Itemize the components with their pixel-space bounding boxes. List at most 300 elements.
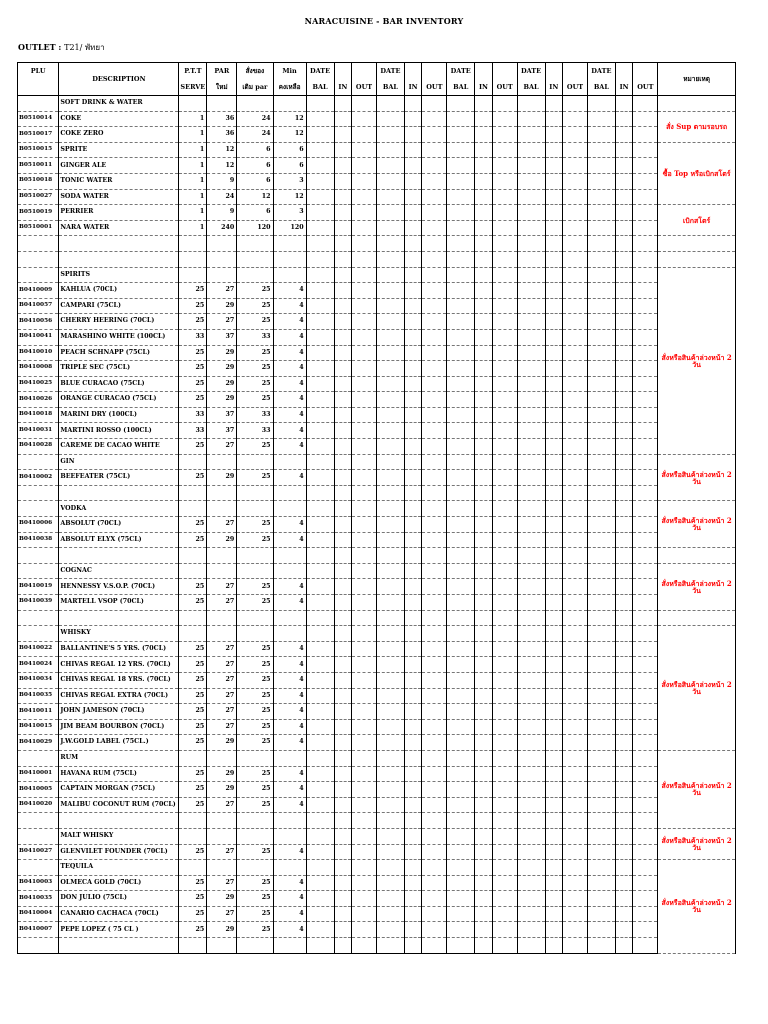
bal-cell — [517, 517, 545, 533]
order-value: 120 — [237, 220, 273, 236]
out-cell — [352, 111, 377, 127]
bal-cell — [447, 485, 475, 501]
plu-code: B0410041 — [18, 329, 59, 345]
plu-code: B0510015 — [18, 142, 59, 158]
header-date: DATE — [587, 63, 615, 80]
out-cell — [422, 407, 447, 423]
in-cell — [475, 454, 493, 470]
in-cell — [404, 517, 422, 533]
item-description: PERRIER — [59, 205, 179, 221]
blank-cell — [18, 251, 59, 267]
out-cell — [492, 96, 517, 112]
in-cell — [334, 470, 352, 486]
in-cell — [615, 470, 633, 486]
bal-cell — [306, 173, 334, 189]
remark-cell — [658, 610, 736, 626]
in-cell — [404, 750, 422, 766]
in-cell — [334, 563, 352, 579]
out-cell — [633, 672, 658, 688]
out-cell — [492, 938, 517, 954]
in-cell — [615, 844, 633, 860]
out-cell — [563, 345, 588, 361]
item-description: NARA WATER — [59, 220, 179, 236]
out-cell — [422, 251, 447, 267]
bal-cell — [447, 672, 475, 688]
out-cell — [633, 704, 658, 720]
ptt-serve: 25 — [179, 345, 207, 361]
bal-cell — [306, 142, 334, 158]
order-value: 24 — [237, 127, 273, 143]
min-value: 4 — [273, 470, 306, 486]
out-cell — [563, 158, 588, 174]
order-value: 25 — [237, 844, 273, 860]
out-cell — [633, 610, 658, 626]
out-cell — [633, 906, 658, 922]
in-cell — [404, 361, 422, 377]
min-value — [273, 860, 306, 876]
item-description: CHIVAS REGAL EXTRA (70CL) — [59, 688, 179, 704]
header-out: OUT — [492, 79, 517, 96]
par-value: 29 — [207, 766, 237, 782]
out-cell — [563, 579, 588, 595]
bal-cell — [587, 766, 615, 782]
bal-cell — [447, 407, 475, 423]
inventory-sheet — [17, 62, 736, 954]
out-cell — [352, 891, 377, 907]
order-value — [237, 860, 273, 876]
bal-cell — [587, 532, 615, 548]
order-value: 25 — [237, 345, 273, 361]
bal-cell — [447, 828, 475, 844]
out-cell — [563, 563, 588, 579]
plu-code — [18, 96, 59, 112]
min-value: 4 — [273, 407, 306, 423]
bal-cell — [376, 828, 404, 844]
in-cell — [545, 267, 563, 283]
min-value: 12 — [273, 111, 306, 127]
plu-code: B0410003 — [18, 875, 59, 891]
in-cell — [545, 610, 563, 626]
out-cell — [492, 485, 517, 501]
in-cell — [334, 875, 352, 891]
outlet-label: OUTLET : — [18, 42, 62, 52]
in-cell — [404, 813, 422, 829]
par-value: 37 — [207, 329, 237, 345]
out-cell — [633, 407, 658, 423]
header-date: DATE — [376, 63, 404, 80]
par-value: 27 — [207, 719, 237, 735]
bal-cell — [587, 860, 615, 876]
blank-cell — [179, 813, 207, 829]
in-cell — [404, 283, 422, 299]
bal-cell — [376, 96, 404, 112]
out-cell — [492, 501, 517, 517]
bal-cell — [517, 407, 545, 423]
bal-cell — [587, 626, 615, 642]
remark-note: สั่งหรือสินค้าล่วงหน้า 2 วัน — [658, 501, 736, 548]
plu-code: B0410008 — [18, 361, 59, 377]
item-description: GINGER ALE — [59, 158, 179, 174]
blank-cell — [237, 485, 273, 501]
out-cell — [422, 938, 447, 954]
out-cell — [633, 314, 658, 330]
bal-cell — [306, 501, 334, 517]
bal-cell — [517, 938, 545, 954]
bal-cell — [587, 439, 615, 455]
bal-cell — [306, 595, 334, 611]
table-row — [18, 595, 736, 611]
bal-cell — [376, 127, 404, 143]
bal-cell — [447, 704, 475, 720]
bal-cell — [587, 392, 615, 408]
order-value: 25 — [237, 922, 273, 938]
plu-code: B0410057 — [18, 298, 59, 314]
out-cell — [422, 548, 447, 564]
par-value — [207, 501, 237, 517]
in-cell — [334, 361, 352, 377]
out-cell — [633, 142, 658, 158]
in-cell — [545, 891, 563, 907]
order-value: 25 — [237, 579, 273, 595]
out-cell — [492, 860, 517, 876]
order-value — [237, 626, 273, 642]
table-row — [18, 657, 736, 673]
bal-cell — [306, 797, 334, 813]
header-date-blank — [563, 63, 588, 80]
plu-code — [18, 860, 59, 876]
out-cell — [563, 407, 588, 423]
par-value: 27 — [207, 657, 237, 673]
header-row-bottom — [18, 79, 736, 96]
table-row — [18, 376, 736, 392]
out-cell — [352, 501, 377, 517]
plu-code: B0410031 — [18, 423, 59, 439]
blank-row — [18, 610, 736, 626]
in-cell — [545, 657, 563, 673]
out-cell — [563, 189, 588, 205]
in-cell — [475, 205, 493, 221]
item-description: COKE ZERO — [59, 127, 179, 143]
in-cell — [615, 595, 633, 611]
in-cell — [475, 532, 493, 548]
ptt-serve: 25 — [179, 283, 207, 299]
in-cell — [334, 844, 352, 860]
out-cell — [633, 329, 658, 345]
min-value: 3 — [273, 173, 306, 189]
in-cell — [615, 610, 633, 626]
ptt-serve: 25 — [179, 906, 207, 922]
ptt-serve: 1 — [179, 111, 207, 127]
out-cell — [492, 407, 517, 423]
bal-cell — [587, 875, 615, 891]
bal-cell — [517, 532, 545, 548]
header-date-blank — [492, 63, 517, 80]
out-cell — [352, 142, 377, 158]
in-cell — [545, 626, 563, 642]
inventory-table — [17, 62, 736, 954]
ptt-serve: 25 — [179, 672, 207, 688]
out-cell — [633, 797, 658, 813]
blank-cell — [273, 236, 306, 252]
min-value: 4 — [273, 376, 306, 392]
bal-cell — [587, 688, 615, 704]
bal-cell — [447, 548, 475, 564]
out-cell — [633, 844, 658, 860]
table-row — [18, 906, 736, 922]
bal-cell — [306, 423, 334, 439]
par-value: 29 — [207, 735, 237, 751]
blank-row — [18, 236, 736, 252]
in-cell — [615, 532, 633, 548]
in-cell — [475, 626, 493, 642]
out-cell — [492, 813, 517, 829]
header-date-blank — [615, 63, 633, 80]
out-cell — [422, 96, 447, 112]
in-cell — [545, 641, 563, 657]
bal-cell — [306, 766, 334, 782]
out-cell — [633, 361, 658, 377]
header-bal: BAL — [447, 79, 475, 96]
order-value: 25 — [237, 532, 273, 548]
in-cell — [615, 267, 633, 283]
in-cell — [404, 454, 422, 470]
order-value — [237, 750, 273, 766]
remark-note: สั่งหรือสินค้าล่วงหน้า 2 วัน — [658, 750, 736, 828]
table-row — [18, 672, 736, 688]
header-date: DATE — [517, 63, 545, 80]
bal-cell — [306, 875, 334, 891]
par-value: 29 — [207, 532, 237, 548]
in-cell — [545, 672, 563, 688]
min-value: 12 — [273, 189, 306, 205]
out-cell — [633, 96, 658, 112]
in-cell — [545, 314, 563, 330]
order-value: 25 — [237, 719, 273, 735]
bal-cell — [376, 267, 404, 283]
min-value: 4 — [273, 361, 306, 377]
bal-cell — [447, 127, 475, 143]
out-cell — [633, 267, 658, 283]
bal-cell — [517, 267, 545, 283]
out-cell — [633, 657, 658, 673]
bal-cell — [587, 750, 615, 766]
out-cell — [422, 298, 447, 314]
remark-note: สั่งหรือสินค้าล่วงหน้า 2 วัน — [658, 828, 736, 859]
plu-code: B0410026 — [18, 392, 59, 408]
bal-cell — [517, 704, 545, 720]
header-par: PAR — [207, 63, 237, 80]
in-cell — [334, 672, 352, 688]
bal-cell — [517, 766, 545, 782]
out-cell — [422, 423, 447, 439]
bal-cell — [517, 158, 545, 174]
blank-row — [18, 813, 736, 829]
plu-code: B0510014 — [18, 111, 59, 127]
blank-cell — [18, 938, 59, 954]
in-cell — [404, 626, 422, 642]
out-cell — [563, 906, 588, 922]
in-cell — [545, 298, 563, 314]
plu-code — [18, 501, 59, 517]
bal-cell — [376, 236, 404, 252]
remark-cell — [658, 96, 736, 112]
min-value — [273, 563, 306, 579]
in-cell — [615, 719, 633, 735]
in-cell — [334, 236, 352, 252]
bal-cell — [447, 766, 475, 782]
table-row — [18, 423, 736, 439]
bal-cell — [306, 906, 334, 922]
category-row — [18, 267, 736, 283]
out-cell — [352, 376, 377, 392]
item-description: TONIC WATER — [59, 173, 179, 189]
in-cell — [475, 813, 493, 829]
table-row — [18, 173, 736, 189]
bal-cell — [517, 844, 545, 860]
in-cell — [475, 236, 493, 252]
in-cell — [615, 672, 633, 688]
out-cell — [492, 329, 517, 345]
in-cell — [404, 220, 422, 236]
in-cell — [404, 142, 422, 158]
bal-cell — [587, 797, 615, 813]
min-value: 4 — [273, 672, 306, 688]
category-row — [18, 454, 736, 470]
bal-cell — [587, 501, 615, 517]
out-cell — [492, 517, 517, 533]
table-row — [18, 283, 736, 299]
in-cell — [334, 813, 352, 829]
blank-cell — [59, 938, 179, 954]
in-cell — [334, 860, 352, 876]
in-cell — [545, 595, 563, 611]
blank-cell — [59, 610, 179, 626]
ptt-serve: 1 — [179, 127, 207, 143]
out-cell — [492, 641, 517, 657]
in-cell — [404, 298, 422, 314]
in-cell — [334, 517, 352, 533]
out-cell — [422, 267, 447, 283]
item-description: SPRITE — [59, 142, 179, 158]
in-cell — [475, 127, 493, 143]
blank-cell — [273, 610, 306, 626]
bal-cell — [306, 610, 334, 626]
out-cell — [422, 345, 447, 361]
par-value: 29 — [207, 891, 237, 907]
remark-note: ซื้อ Top หรือเบิกสโตร์ — [658, 142, 736, 204]
bal-cell — [517, 657, 545, 673]
in-cell — [404, 158, 422, 174]
order-value: 25 — [237, 361, 273, 377]
in-cell — [475, 392, 493, 408]
out-cell — [422, 517, 447, 533]
bal-cell — [517, 813, 545, 829]
out-cell — [563, 782, 588, 798]
bal-cell — [587, 719, 615, 735]
min-value — [273, 96, 306, 112]
header-ptt: P.T.T — [179, 63, 207, 80]
bal-cell — [376, 922, 404, 938]
in-cell — [615, 485, 633, 501]
item-description: MALIBU COCONUT RUM (70CL) — [59, 797, 179, 813]
in-cell — [404, 376, 422, 392]
out-cell — [633, 517, 658, 533]
bal-cell — [587, 470, 615, 486]
bal-cell — [517, 875, 545, 891]
header-serve: SERVE — [179, 79, 207, 96]
out-cell — [492, 688, 517, 704]
out-cell — [352, 173, 377, 189]
bal-cell — [376, 298, 404, 314]
in-cell — [545, 501, 563, 517]
bal-cell — [587, 96, 615, 112]
min-value — [273, 626, 306, 642]
par-value: 29 — [207, 392, 237, 408]
table-row — [18, 142, 736, 158]
in-cell — [404, 766, 422, 782]
bal-cell — [587, 407, 615, 423]
out-cell — [492, 439, 517, 455]
ptt-serve: 25 — [179, 735, 207, 751]
out-cell — [563, 454, 588, 470]
out-cell — [492, 173, 517, 189]
ptt-serve: 25 — [179, 517, 207, 533]
bal-cell — [306, 860, 334, 876]
remark-note: เบิกสโตร์ — [658, 205, 736, 236]
in-cell — [475, 501, 493, 517]
table-row — [18, 719, 736, 735]
bal-cell — [376, 704, 404, 720]
in-cell — [334, 797, 352, 813]
in-cell — [545, 454, 563, 470]
header-in: IN — [334, 79, 352, 96]
table-row — [18, 298, 736, 314]
ptt-serve — [179, 501, 207, 517]
out-cell — [492, 189, 517, 205]
item-description: MARASHINO WHITE (100CL) — [59, 329, 179, 345]
out-cell — [492, 657, 517, 673]
in-cell — [615, 657, 633, 673]
in-cell — [404, 485, 422, 501]
par-value: 27 — [207, 688, 237, 704]
par-value: 29 — [207, 361, 237, 377]
in-cell — [615, 688, 633, 704]
in-cell — [545, 205, 563, 221]
bal-cell — [587, 314, 615, 330]
min-value — [273, 454, 306, 470]
bal-cell — [517, 828, 545, 844]
min-value: 4 — [273, 579, 306, 595]
out-cell — [492, 844, 517, 860]
in-cell — [615, 517, 633, 533]
bal-cell — [306, 532, 334, 548]
ptt-serve: 25 — [179, 641, 207, 657]
out-cell — [633, 392, 658, 408]
bal-cell — [587, 423, 615, 439]
in-cell — [475, 750, 493, 766]
out-cell — [422, 142, 447, 158]
out-cell — [422, 860, 447, 876]
in-cell — [404, 111, 422, 127]
bal-cell — [306, 548, 334, 564]
item-description: J.W.GOLD LABEL (75CL.) — [59, 735, 179, 751]
table-row — [18, 579, 736, 595]
order-value: 25 — [237, 392, 273, 408]
ptt-serve — [179, 828, 207, 844]
in-cell — [545, 844, 563, 860]
in-cell — [334, 485, 352, 501]
bal-cell — [306, 517, 334, 533]
